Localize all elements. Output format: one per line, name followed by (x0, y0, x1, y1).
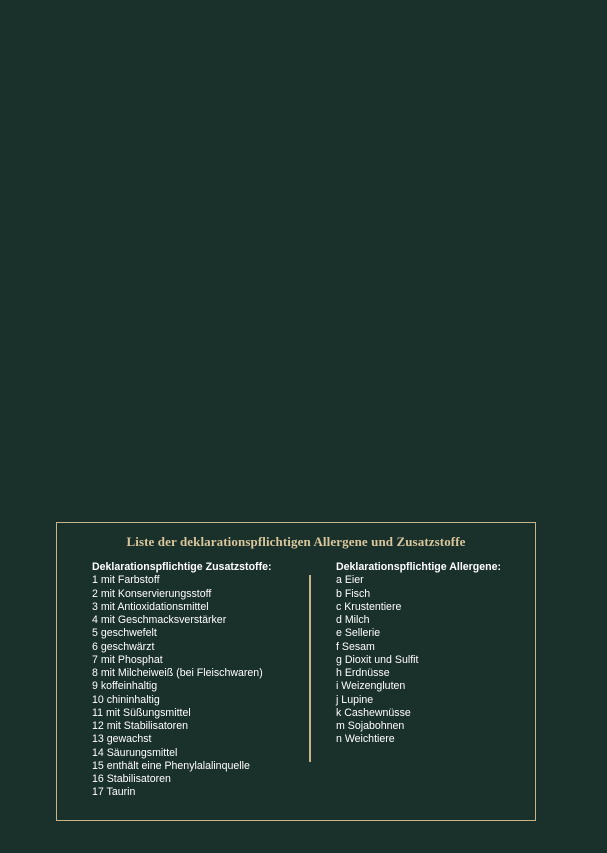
additive-item: 3 mit Antioxidationsmittel (92, 600, 209, 613)
column-divider (309, 575, 311, 762)
allergen-item: j Lupine (336, 693, 374, 706)
allergen-item: k Cashewnüsse (336, 706, 411, 719)
additive-item: 13 gewachst (92, 733, 152, 746)
allergen-item: f Sesam (336, 640, 375, 653)
allergen-item: c Krustentiere (336, 600, 402, 613)
allergens-column (336, 561, 501, 747)
allergen-item: d Milch (336, 614, 370, 626)
additive-item: 12 mit Stabilisatoren (92, 720, 188, 732)
additive-item: 8 mit Milcheiweiß (bei Fleischwaren) (92, 667, 263, 679)
additives-list (92, 574, 272, 799)
additive-item: 2 mit Konservierungsstoff (92, 587, 212, 600)
legend-title: Liste der deklarationspflichtigen Allergene und Zusatzstoffe (126, 534, 466, 549)
allergen-item: h Erdnüsse (336, 667, 390, 679)
additive-item: 4 mit Geschmacksverstärker (92, 614, 227, 626)
allergens-heading: Deklarationspflichtige Allergene: (336, 561, 502, 573)
additive-item: 14 Säurungsmittel (92, 746, 178, 759)
additive-item: 7 mit Phosphat (92, 653, 163, 666)
allergen-item: n Weichtiere (336, 733, 395, 746)
additives-heading: Deklarationspflichtige Zusatzstoffe: (92, 561, 272, 573)
additive-item: 6 geschwärzt (92, 640, 155, 653)
additive-item: 9 koffeinhaltig (92, 680, 158, 693)
additives-column (92, 561, 272, 800)
additive-item: 15 enthält eine Phenylalalinquelle (92, 759, 250, 772)
allergen-item: a Eier (336, 574, 364, 587)
additive-item: 10 chininhaltig (92, 693, 160, 706)
allergens-list (336, 574, 501, 746)
allergen-item: i Weizengluten (336, 680, 406, 693)
allergen-item: b Fisch (336, 587, 371, 600)
allergen-item: e Sellerie (336, 627, 381, 640)
additive-item: 16 Stabilisatoren (92, 773, 171, 785)
additive-item: 5 geschwefelt (92, 627, 157, 640)
legend-box (56, 522, 536, 821)
additive-item: 11 mit Süßungsmittel (92, 706, 191, 719)
allergen-item: m Sojabohnen (336, 720, 405, 732)
additive-item: 17 Taurin (92, 786, 136, 799)
allergen-item: g Dioxit und Sulfit (336, 653, 419, 666)
additive-item: 1 mit Farbstoff (92, 574, 160, 587)
